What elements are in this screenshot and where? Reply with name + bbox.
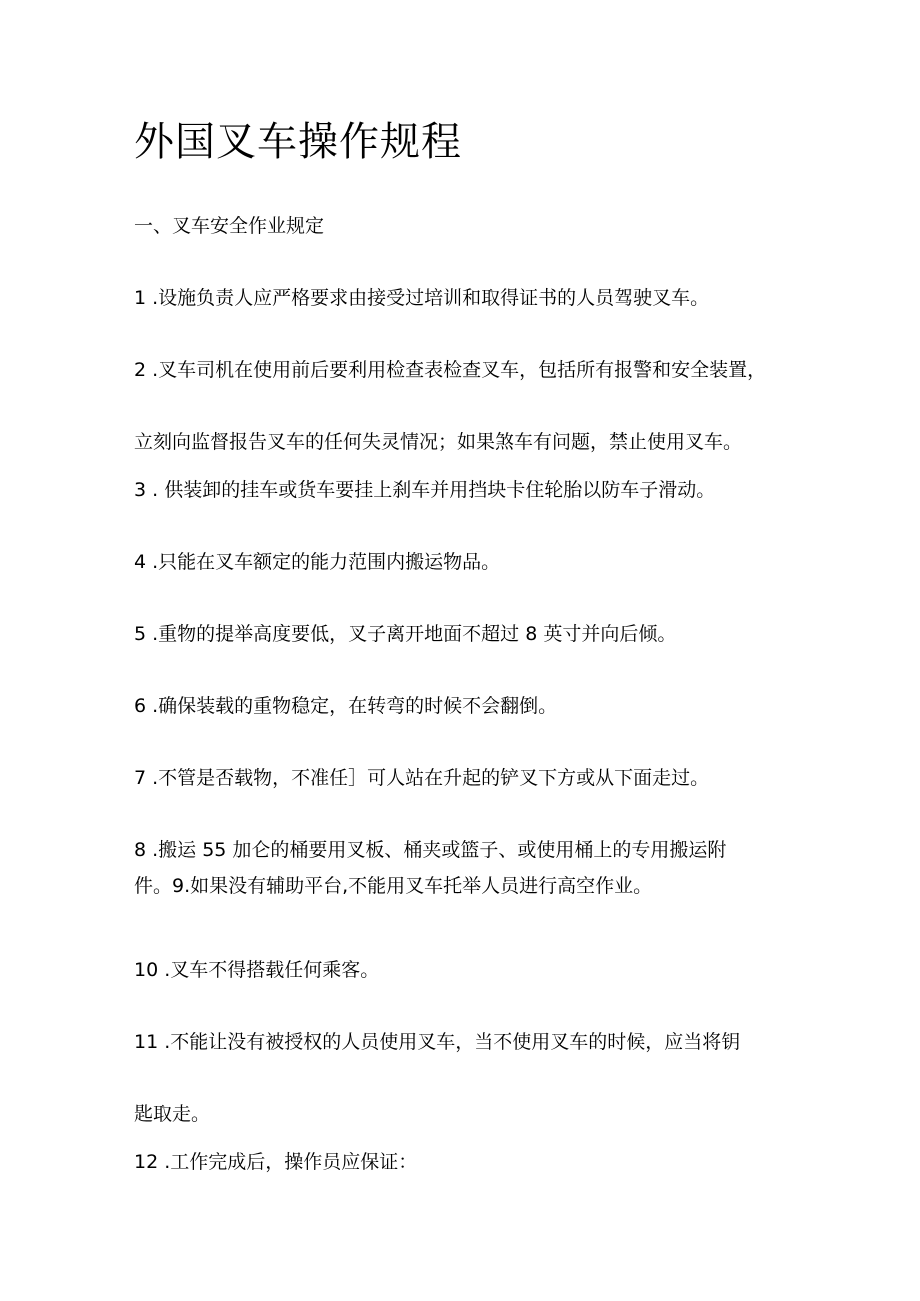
rule-item-1: [134, 280, 709, 316]
rule-line: 10 .叉车不得搭载任何乘客。: [134, 959, 380, 981]
section-heading: 一、叉车安全作业规定: [134, 215, 325, 237]
rule-line: 匙取走。: [134, 1103, 211, 1125]
rule-line: 11 .不能让没有被授权的人员使用叉车，当不使用叉车的时候，应当将钥: [134, 1031, 741, 1053]
rule-item-12: [134, 1144, 417, 1180]
rule-item-5: [134, 616, 676, 652]
rule-line: 7 .不管是否载物，不准任］可人站在升起的铲叉下方或从下面走过。: [134, 767, 710, 789]
rule-item-2: [134, 352, 766, 460]
rule-line: 12 .工作完成后，操作员应保证：: [134, 1151, 418, 1173]
rule-line: 3 . 供装卸的挂车或货车要挂上刹车并用挡块卡住轮胎以防车子滑动。: [134, 479, 716, 501]
rule-line: 1 .设施负责人应严格要求由接受过培训和取得证书的人员驾驶叉车。: [134, 287, 710, 309]
rule-line: 8 .搬运 55 加仑的桶要用叉板、桶夹或篮子、或使用桶上的专用搬运附: [134, 839, 727, 861]
rule-item-6: [134, 688, 557, 724]
document-title: 外国叉车操作规程: [134, 119, 462, 165]
rule-line: 4 .只能在叉车额定的能力范围内搬运物品。: [134, 551, 501, 573]
rule-item-3: [134, 472, 715, 508]
rule-line: 6 .确保装载的重物稳定，在转弯的时候不会翻倒。: [134, 695, 558, 717]
rule-item-7: [134, 760, 709, 796]
rule-line: 5 .重物的提举高度要低，叉子离开地面不超过 8 英寸并向后倾。: [134, 623, 677, 645]
rule-line: 2 .叉车司机在使用前后要利用检查表检查叉车，包括所有报警和安全装置，: [134, 359, 767, 381]
rule-item-4: [134, 544, 500, 580]
rule-item-10: [134, 952, 379, 988]
rule-line: 立刻向监督报告叉车的任何失灵情况；如果煞车有问题，禁止使用叉车。: [134, 431, 743, 453]
rule-item-8: [134, 832, 726, 904]
rule-item-11: [134, 1024, 740, 1132]
rule-line: 件。9.如果没有辅助平台,不能用叉车托举人员进行高空作业。: [134, 875, 653, 897]
